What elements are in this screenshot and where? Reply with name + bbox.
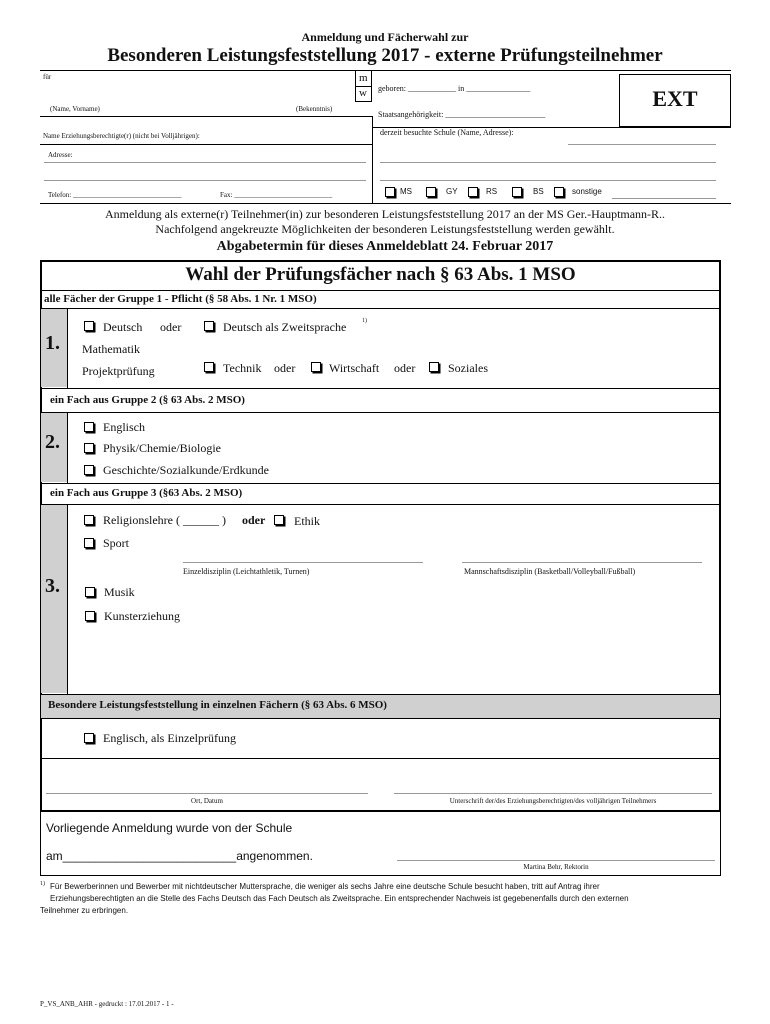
footnote-mark: 1) xyxy=(40,881,45,887)
school-line-2[interactable]: am__________________________angenommen. xyxy=(46,849,313,863)
footnote-line-2: Erziehungsberechtigten an die Stelle des Fachs Deutsch das Fach Deutsch als Zweitsprache. Ein entsprechender Nachweis ist gegebenenfalls durch den externen xyxy=(50,894,629,903)
ethik-label: Ethik xyxy=(294,514,320,528)
rs-checkbox[interactable] xyxy=(468,187,478,197)
title-rule xyxy=(40,290,721,291)
name-rule xyxy=(40,116,372,117)
schule-label: derzeit besuchte Schule (Name, Adresse): xyxy=(380,128,514,137)
rs-label: RS xyxy=(486,187,498,196)
sport-checkbox[interactable] xyxy=(84,538,94,548)
group2-cell-divider xyxy=(67,412,68,483)
ms-label: MS xyxy=(400,187,412,196)
oder-label-4: oder xyxy=(242,513,266,527)
mannschaft-label: Mannschaftsdisziplin (Basketball/Volleyball/Fußball) xyxy=(464,567,636,576)
daz-footnote-mark: 1) xyxy=(362,318,367,324)
group3-top-rule xyxy=(40,483,721,484)
fax-field[interactable]: Fax: ____________________________ xyxy=(220,191,333,199)
gse-label: Geschichte/Sozialkunde/Erdkunde xyxy=(103,463,269,477)
soziales-checkbox[interactable] xyxy=(429,362,439,372)
mathematik-label: Mathematik xyxy=(82,342,140,356)
gse-checkbox[interactable] xyxy=(84,465,94,475)
group3-number-cell xyxy=(41,505,67,693)
wirtschaft-checkbox[interactable] xyxy=(311,362,321,372)
top-rule xyxy=(40,70,731,71)
school-right-border xyxy=(720,812,721,875)
rektor-label: Martina Behr, Rektorin xyxy=(523,863,589,871)
bs-label: BS xyxy=(533,187,544,196)
schule-line-3[interactable] xyxy=(380,180,716,181)
technik-label: Technik xyxy=(223,361,262,375)
group3-number: 3. xyxy=(45,575,60,597)
soziales-label: Soziales xyxy=(448,361,488,375)
header-subtitle: Anmeldung und Fächerwahl zur xyxy=(301,30,469,44)
ort-line[interactable] xyxy=(46,793,368,794)
pcb-checkbox[interactable] xyxy=(84,443,94,453)
schule-line-1[interactable] xyxy=(568,144,716,145)
intro-line-2: Nachfolgend angekreuzte Möglichkeiten der besonderen Leistungsfeststellung werden gewählt. xyxy=(155,222,615,236)
daz-label: Deutsch als Zweitsprache xyxy=(223,320,347,334)
staatsangehoerigkeit-field[interactable]: Staatsangehörigkeit: _________________________ xyxy=(378,110,546,119)
kunst-checkbox[interactable] xyxy=(85,611,95,621)
religion-label: Religionslehre ( ______ ) xyxy=(103,513,226,527)
rektor-line[interactable] xyxy=(397,860,715,861)
englisch-label: Englisch xyxy=(103,420,145,434)
englisch-checkbox[interactable] xyxy=(84,422,94,432)
page-footer: P_VS_ANB_AHR - gedruckt : 17.01.2017 - 1 - xyxy=(40,1000,174,1008)
geboren-field[interactable]: geboren: ____________ in ________________ xyxy=(378,84,531,93)
intro-line-1: Anmeldung als externe(r) Teilnehmer(in) zur besonderen Leistungsfeststellung 2017 an der MS Ger.-Hauptmann-R.. xyxy=(104,207,666,221)
special-header-rule xyxy=(40,718,721,719)
ms-checkbox[interactable] xyxy=(385,187,395,197)
schule-line-2[interactable] xyxy=(380,162,716,163)
oder-label-2: oder xyxy=(274,361,296,375)
sonstige-line[interactable] xyxy=(612,198,716,199)
gy-label: GY xyxy=(446,187,458,196)
school-line-1: Vorliegende Anmeldung wurde von der Schule xyxy=(46,821,293,835)
group1-header: alle Fächer der Gruppe 1 - Pflicht (§ 58 Abs. 1 Nr. 1 MSO) xyxy=(44,293,317,305)
ort-label: Ort, Datum xyxy=(191,797,223,805)
technik-checkbox[interactable] xyxy=(204,362,214,372)
musik-label: Musik xyxy=(104,585,135,599)
ext-label: EXT xyxy=(652,86,698,111)
einzel-line[interactable] xyxy=(183,562,423,563)
subjects-frame xyxy=(40,260,721,812)
name-label: (Name, Vorname) xyxy=(50,105,100,113)
personal-bottom-rule xyxy=(40,203,731,204)
group1-number: 1. xyxy=(45,332,60,354)
oder-label-3: oder xyxy=(394,361,416,375)
deadline: Abgabetermin für dieses Anmeldeblatt 24. Februar 2017 xyxy=(216,239,554,254)
sport-label: Sport xyxy=(103,536,130,550)
section-title: Wahl der Prüfungsfächer nach § 63 Abs. 1 MSO xyxy=(185,264,576,285)
special-bottom-rule xyxy=(40,758,721,759)
footnote-line-3: Teilnehmer zu erbringen. xyxy=(40,906,129,915)
einzel-label: Einzeldisziplin (Leichtathletik, Turnen) xyxy=(183,567,310,576)
group2-top-rule xyxy=(40,388,721,389)
gender-m[interactable]: m xyxy=(359,72,368,84)
pcb-label: Physik/Chemie/Biologie xyxy=(103,441,222,455)
group2-number: 2. xyxy=(45,431,60,453)
group2-header-rule xyxy=(40,412,721,413)
gender-w[interactable]: w xyxy=(359,87,367,99)
musik-checkbox[interactable] xyxy=(85,587,95,597)
sonstige-label: sonstige xyxy=(572,187,602,196)
erziehungsberechtigte-label: Name Erziehungsberechtigte(r) (nicht bei Volljährigen): xyxy=(43,132,200,140)
page-title: Besonderen Leistungsfeststellung 2017 - externe Prüfungsteilnehmer xyxy=(107,45,663,66)
group3-cell-divider xyxy=(67,504,68,694)
unterschrift-line[interactable] xyxy=(394,793,712,794)
deutsch-checkbox[interactable] xyxy=(84,321,94,331)
special-top-rule xyxy=(40,694,721,695)
special-header: Besondere Leistungsfeststellung in einzelnen Fächern (§ 63 Abs. 6 MSO) xyxy=(48,699,387,711)
mannschaft-line[interactable] xyxy=(462,562,702,563)
group1-cell-divider xyxy=(67,308,68,388)
ethik-checkbox[interactable] xyxy=(274,515,284,525)
fuer-label: für xyxy=(43,73,52,81)
group3-header-rule xyxy=(40,504,721,505)
wirtschaft-label: Wirtschaft xyxy=(329,361,380,375)
englisch-einzel-checkbox[interactable] xyxy=(84,733,94,743)
englisch-einzel-label: Englisch, als Einzelprüfung xyxy=(103,731,236,745)
projekt-label: Projektprüfung xyxy=(82,364,155,378)
religion-checkbox[interactable] xyxy=(84,515,94,525)
oder-label-1: oder xyxy=(160,320,182,334)
gy-checkbox[interactable] xyxy=(426,187,436,197)
group1-header-rule xyxy=(40,308,721,309)
deutsch-label: Deutsch xyxy=(103,320,143,334)
school-bottom-rule xyxy=(40,875,721,876)
bekenntnis-label: (Bekenntnis) xyxy=(296,105,333,113)
bs-checkbox[interactable] xyxy=(512,187,522,197)
kunst-label: Kunsterziehung xyxy=(104,609,180,623)
adresse-line-1[interactable] xyxy=(44,162,366,163)
unterschrift-label: Unterschrift der/des Erziehungsberechtigten/des volljährigen Teilnehmers xyxy=(449,797,657,805)
adresse-label: Adresse: xyxy=(48,151,73,159)
school-left-border xyxy=(40,812,41,875)
group2-header: ein Fach aus Gruppe 2 (§ 63 Abs. 2 MSO) xyxy=(50,394,245,406)
group3-header: ein Fach aus Gruppe 3 (§63 Abs. 2 MSO) xyxy=(50,487,243,499)
erz-rule xyxy=(40,144,372,145)
daz-checkbox[interactable] xyxy=(204,321,214,331)
personal-divider xyxy=(372,116,373,203)
footnote-line-1: Für Bewerberinnen und Bewerber mit nichtdeutscher Muttersprache, die weniger als sechs Jahre eine deutsche Schule besucht haben, tritt auf Antrag ihrer xyxy=(50,882,600,891)
telefon-field[interactable]: Telefon: _______________________________ xyxy=(48,191,182,199)
adresse-line-2[interactable] xyxy=(44,180,366,181)
sonstige-checkbox[interactable] xyxy=(554,187,564,197)
